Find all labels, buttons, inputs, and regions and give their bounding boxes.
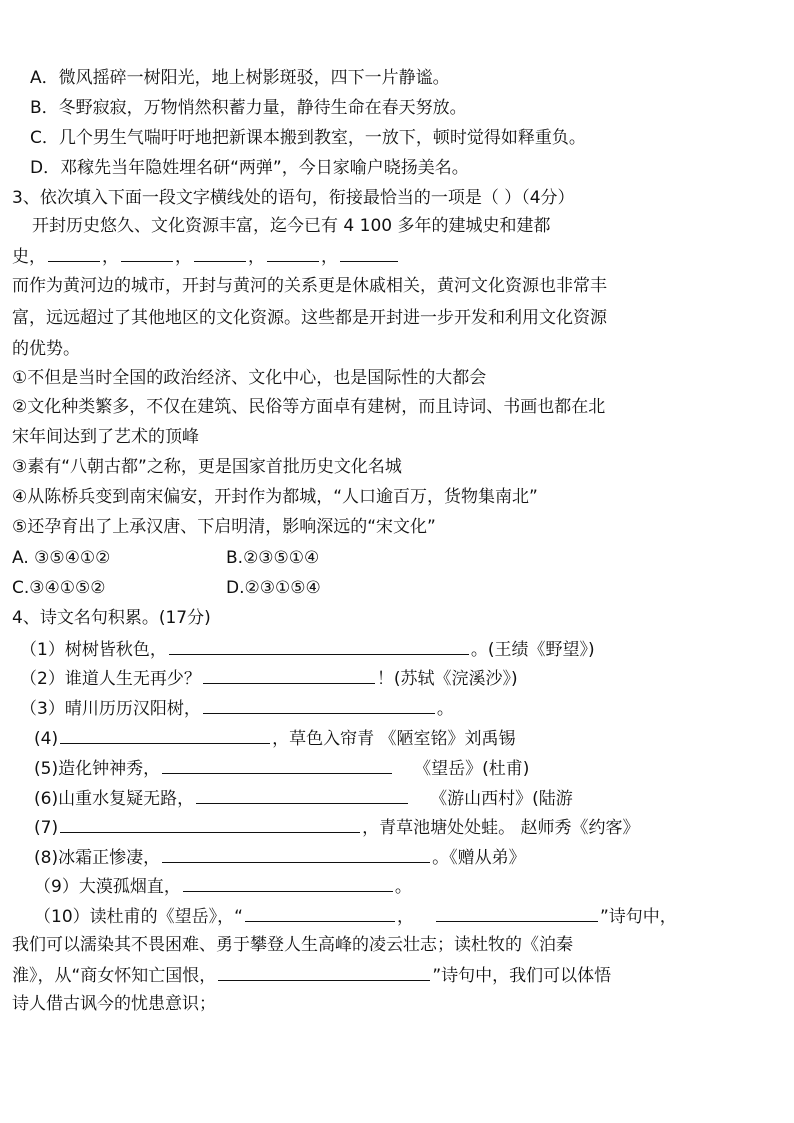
q3-sentence-2b: 宋年间达到了艺术的顶峰 xyxy=(12,427,199,447)
q2-option-b: B．冬野寂寂，万物悄然积蓄力量，静待生命在春天努放。 xyxy=(30,98,467,118)
q3-passage-lead: 史， xyxy=(12,247,46,267)
q3-sentence-3: ③素有“八朝古都”之称，更是国家首批历史文化名城 xyxy=(12,457,402,477)
q3-sentence-5: ⑤还孕育出了上承汉唐、下启明清，影响深远的“宋文化” xyxy=(12,517,436,537)
q3-answer-blank-5[interactable] xyxy=(340,243,398,262)
q4-item-5-blank[interactable] xyxy=(162,755,392,774)
q3-passage-line-1: 开封历史悠久、文化资源丰富，迄今已有 4 100 多年的建城史和建都 xyxy=(32,216,551,236)
q3-sentence-2a: ②文化种类繁多，不仅在建筑、民俗等方面卓有建树，而且诗词、书画也都在北 xyxy=(12,397,606,417)
q4-item-10-line-1 xyxy=(34,903,677,929)
q4-item-5 xyxy=(34,755,529,781)
q4-item-10-prompt: （10）读杜甫的《望岳》，“ xyxy=(34,907,243,927)
q4-item-4-blank[interactable] xyxy=(60,725,270,744)
q3-option-c: C.③④①⑤② xyxy=(12,578,106,598)
q3-answer-blank-3[interactable] xyxy=(194,243,246,262)
q4-item-2-source: ！(苏轼《浣溪沙》) xyxy=(376,669,518,689)
q4-item-10-comma: ， xyxy=(396,907,414,927)
q4-item-10-line-4: 诗人借古讽今的忧患意识； xyxy=(12,994,216,1014)
q4-item-9 xyxy=(34,873,412,899)
q4-item-3-prompt: （3）晴川历历汉阳树， xyxy=(20,699,201,719)
q4-item-6-prompt: (6)山重水复疑无路， xyxy=(34,789,195,809)
q4-item-7-number: (7) xyxy=(34,818,59,838)
q3-answer-blank-4[interactable] xyxy=(267,243,319,262)
q3-passage-line-3: 而作为黄河边的城市，开封与黄河的关系更是休戚相关，黄河文化资源也非常丰 xyxy=(12,276,607,296)
q4-item-9-blank[interactable] xyxy=(183,873,393,892)
q3-option-a: A. ③⑤④①② xyxy=(12,548,111,568)
q4-item-5-source: 《望岳》(杜甫) xyxy=(414,759,530,779)
q4-stem: 4、诗文名句积累。(17分) xyxy=(12,608,211,628)
q3-option-b: B.②③⑤①④ xyxy=(226,548,320,568)
q4-item-2-prompt: （2）谁道人生无再少？ xyxy=(20,669,201,689)
q4-item-9-end: 。 xyxy=(394,877,412,897)
q4-item-10-suffix: ”诗句中， xyxy=(599,907,677,927)
q3-sentence-1: ①不但是当时全国的政治经济、文化中心，也是国际性的大都会 xyxy=(12,368,487,388)
q4-item-3-blank[interactable] xyxy=(203,695,435,714)
q4-item-8-source: 。《赠从弟》 xyxy=(432,848,526,868)
q4-item-10-line-3-prompt: 淮》，从“商女怀知亡国恨， xyxy=(12,966,217,986)
q3-stem: 3、依次填入下面一段文字横线处的语句，衔接最恰当的一项是（ ）（4分） xyxy=(12,188,575,208)
q4-item-10-line-3 xyxy=(12,962,611,988)
q4-item-6-source: 《游山西村》(陆游 xyxy=(430,789,573,809)
q4-item-10-blank-1[interactable] xyxy=(245,903,395,922)
q4-item-8 xyxy=(34,844,526,870)
q4-item-4-text: ，草色入帘青 《陋室铭》刘禹锡 xyxy=(272,729,516,749)
q3-sentence-4: ④从陈桥兵变到南宋偏安，开封作为都城，“人口逾百万，货物集南北” xyxy=(12,487,538,507)
q3-passage-line-2: 史， ， ， ， ， xyxy=(12,243,400,269)
q4-item-10-line-3-suffix: ”诗句中，我们可以体悟 xyxy=(432,966,612,986)
q4-item-7-text: ，青草池塘处处蛙。 赵师秀《约客》 xyxy=(362,818,640,838)
q4-item-9-prompt: （9）大漠孤烟直， xyxy=(34,877,181,897)
q3-answer-blank-2[interactable] xyxy=(121,243,173,262)
q4-item-6-blank[interactable] xyxy=(196,785,408,804)
q4-item-10-blank-3[interactable] xyxy=(218,962,430,981)
q4-item-1-blank[interactable] xyxy=(169,636,469,655)
q3-passage-line-5: 的优势。 xyxy=(12,339,80,359)
q4-item-4 xyxy=(34,725,516,751)
q4-item-1 xyxy=(20,636,595,662)
q4-item-7-blank[interactable] xyxy=(60,814,360,833)
q4-item-2-blank[interactable] xyxy=(203,665,375,684)
q4-item-10-blank-2[interactable] xyxy=(436,903,598,922)
q4-item-8-prompt: (8)冰霜正惨凄， xyxy=(34,848,161,868)
q4-item-1-prompt: （1）树树皆秋色， xyxy=(20,640,167,660)
q4-item-4-number: (4) xyxy=(34,729,59,749)
q4-item-5-prompt: (5)造化钟神秀， xyxy=(34,759,161,779)
q4-item-2 xyxy=(20,665,518,691)
q4-item-10-line-2: 我们可以濡染其不畏困难、勇于攀登人生高峰的凌云壮志；读杜牧的《泊秦 xyxy=(12,935,573,955)
q2-option-d: D．邓稼先当年隐姓埋名研“两弹”，今日家喻户晓扬美名。 xyxy=(30,158,469,178)
q3-answer-blank-1[interactable] xyxy=(48,243,100,262)
q4-item-6 xyxy=(34,785,573,811)
q4-item-8-blank[interactable] xyxy=(162,844,430,863)
q4-item-7 xyxy=(34,814,640,840)
q3-option-d: D.②③①⑤④ xyxy=(226,578,321,598)
q2-option-a: A．微风摇碎一树阳光，地上树影斑驳，四下一片静谧。 xyxy=(30,68,450,88)
q2-option-c: C．几个男生气喘吁吁地把新课本搬到教室，一放下，顿时觉得如释重负。 xyxy=(30,128,586,148)
q3-passage-line-4: 富，远远超过了其他地区的文化资源。这些都是开封进一步开发和利用文化资源 xyxy=(12,308,607,328)
q4-item-3 xyxy=(20,695,454,721)
q4-item-3-end: 。 xyxy=(436,699,454,719)
q4-item-1-source: 。(王绩《野望》) xyxy=(470,640,595,660)
